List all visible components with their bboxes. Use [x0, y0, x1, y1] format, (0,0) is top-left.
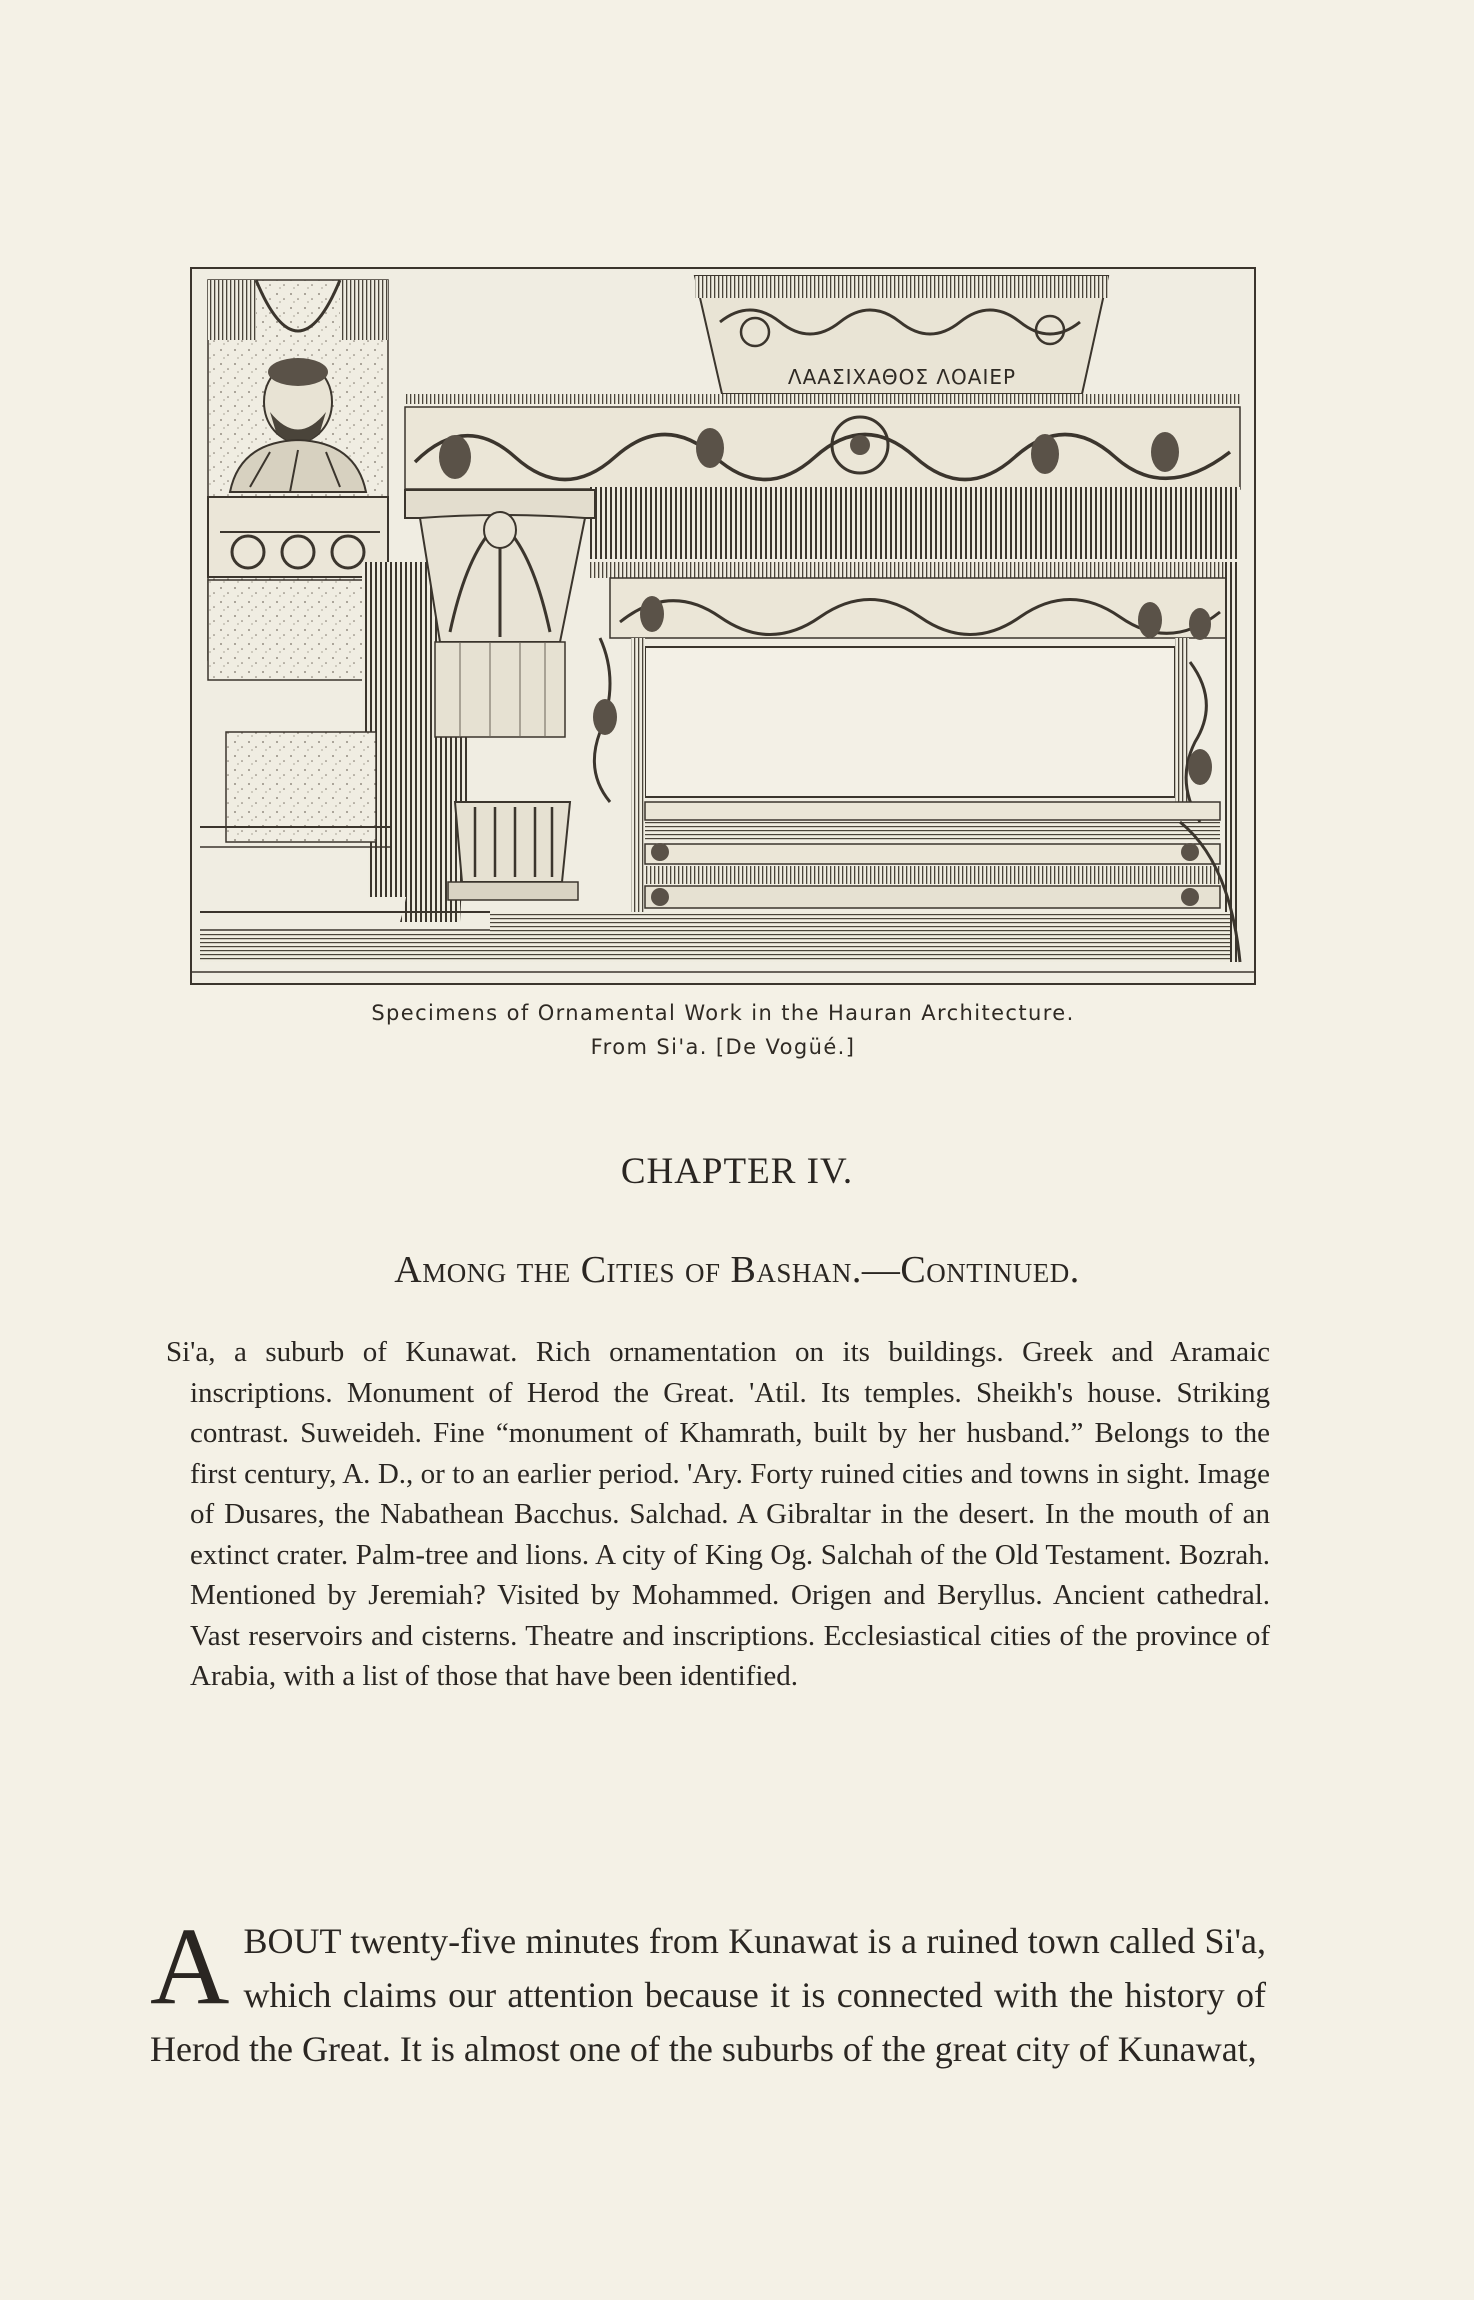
- body-text: BOUT twenty-five minutes from Kunawat is a ruined town called Si'a, which claims our attention because it is connected with the history of Herod the Great. It is almost one of the suburbs of the great city of Kunawat,: [150, 1921, 1266, 2069]
- caption-line-2: From Si'a. [De Vogüé.]: [590, 1035, 856, 1059]
- caption-line-1: Specimens of Ornamental Work in the Hauran Architecture.: [371, 1001, 1075, 1025]
- summary-text: Si'a, a suburb of Kunawat. Rich ornamentation on its buildings. Greek and Aramaic inscriptions. Monument of Herod the Great. 'Atil. Its temples. Sheikh's house. Striking contrast. Suweideh. Fine “monument of Khamrath, built by her husband.” Belongs to the first century, A. D., or to an earlier period. 'Ary. Forty ruined cities and towns in sight. Image of Dusares, the Nabathean Bacchus. Salchad. A Gibraltar in the desert. In the mouth of an extinct crater. Palm-tree and lions. A city of King Og. Salchah of the Old Testament. Bozrah. Mentioned by Jeremiah? Visited by Mohammed. Origen and Beryllus. Ancient cathedral. Vast reservoirs and cisterns. Theatre and inscriptions. Ecclesiastical cities of the province of Arabia, with a list of those that have been identified.: [166, 1336, 1270, 1692]
- chapter-summary: [166, 1332, 1270, 1697]
- drop-cap: A: [150, 1905, 230, 2027]
- ornamental-illustration: [190, 262, 1256, 986]
- figure-caption: [190, 996, 1256, 1064]
- engraving-drawing: [190, 262, 1256, 986]
- chapter-title: CHAPTER IV.: [620, 1151, 854, 1192]
- body-paragraph: [150, 1905, 1266, 2076]
- greek-inscription: ΛΑΑΣΙΧΑΘΟΣ ΛΟΑΙΕΡ: [787, 365, 1017, 389]
- chapter-subtitle: Among the Cities of Bashan.—Continued.: [394, 1249, 1080, 1291]
